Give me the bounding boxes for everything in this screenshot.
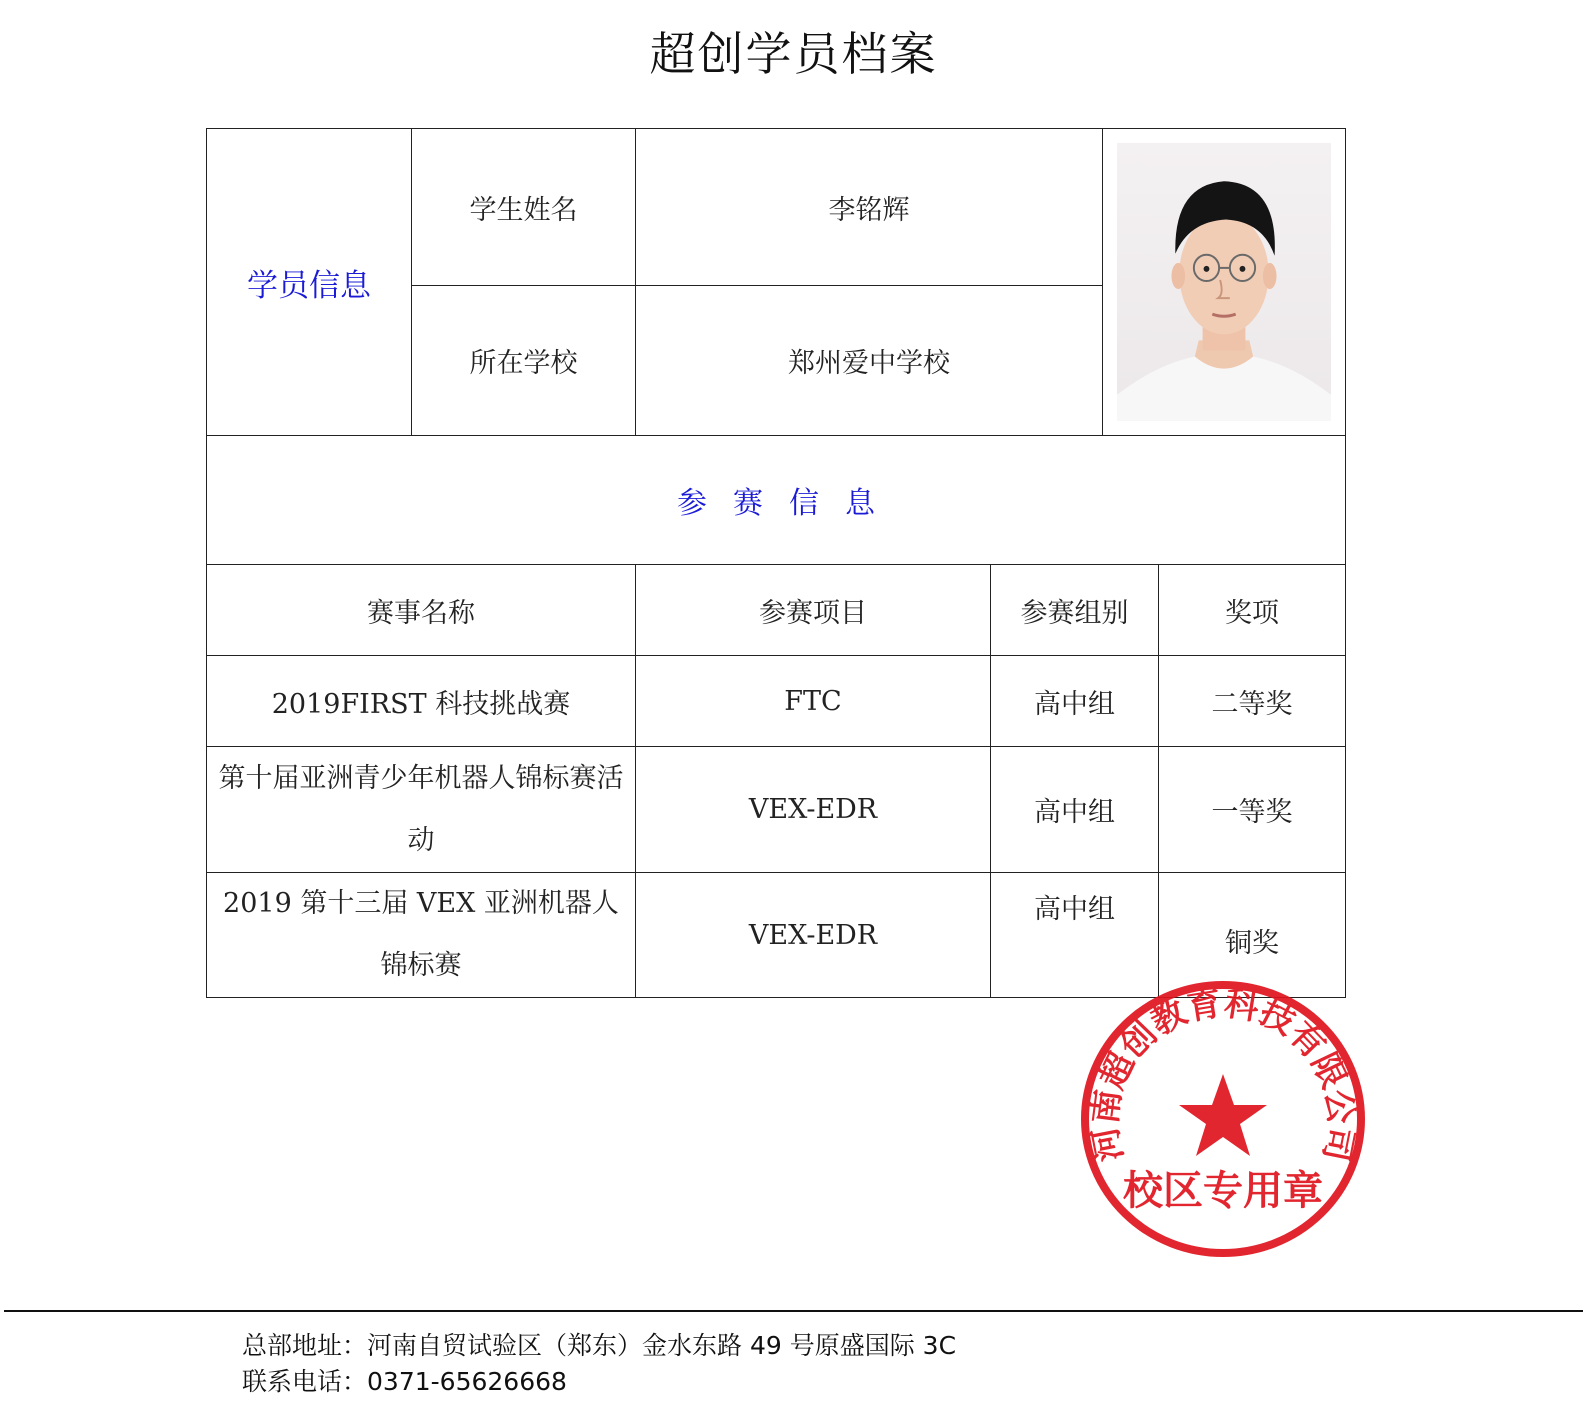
footer-address-label: 总部地址：: [242, 1331, 368, 1360]
student-photo: [1102, 128, 1346, 436]
row-3-event: 2019 第十三届 VEX 亚洲机器人锦标赛: [206, 872, 636, 998]
seal-center-text: 校区专用章: [1123, 1168, 1323, 1214]
row-3-award: 铜奖: [1158, 872, 1346, 998]
student-portrait-image: [1117, 143, 1331, 421]
row-2-group: 高中组: [990, 746, 1159, 873]
row-2-award: 一等奖: [1158, 746, 1346, 873]
school-value: 郑州爱中学校: [635, 285, 1103, 436]
row-1-group: 高中组: [990, 655, 1159, 747]
seal-star-icon: [1179, 1074, 1267, 1156]
page-title: 超创学员档案: [649, 27, 938, 81]
competition-section-label: 参赛信息: [206, 435, 1346, 565]
student-name-label: 学生姓名: [411, 128, 636, 286]
footer-address: [242, 1326, 956, 1362]
footer-address-value: 河南自贸试验区（郑东）金水东路 49 号原盛国际 3C: [367, 1331, 957, 1360]
school-label: 所在学校: [411, 285, 636, 436]
header-project: 参赛项目: [635, 564, 991, 656]
student-record-table: [206, 128, 1364, 1008]
footer-phone: [242, 1362, 567, 1398]
row-1-award: 二等奖: [1158, 655, 1346, 747]
header-group: 参赛组别: [990, 564, 1159, 656]
row-2-project: VEX-EDR: [635, 746, 991, 873]
row-1-project: FTC: [635, 655, 991, 747]
student-name-value: 李铭辉: [635, 128, 1103, 286]
seal-ring-text: 河南超创教育科技有限公司: [1084, 983, 1362, 1165]
footer-phone-label: 联系电话：: [242, 1367, 368, 1396]
header-award: 奖项: [1158, 564, 1346, 656]
header-event-name: 赛事名称: [206, 564, 636, 656]
footer-divider: [4, 1310, 1583, 1312]
student-info-section-label: 学员信息: [206, 128, 412, 436]
row-2-event: 第十届亚洲青少年机器人锦标赛活动: [206, 746, 636, 873]
row-3-group: 高中组: [990, 872, 1159, 998]
official-seal: [1073, 974, 1373, 1264]
row-3-project: VEX-EDR: [635, 872, 991, 998]
row-1-event: 2019FIRST 科技挑战赛: [206, 655, 636, 747]
footer-phone-value: 0371-65626668: [367, 1367, 567, 1396]
